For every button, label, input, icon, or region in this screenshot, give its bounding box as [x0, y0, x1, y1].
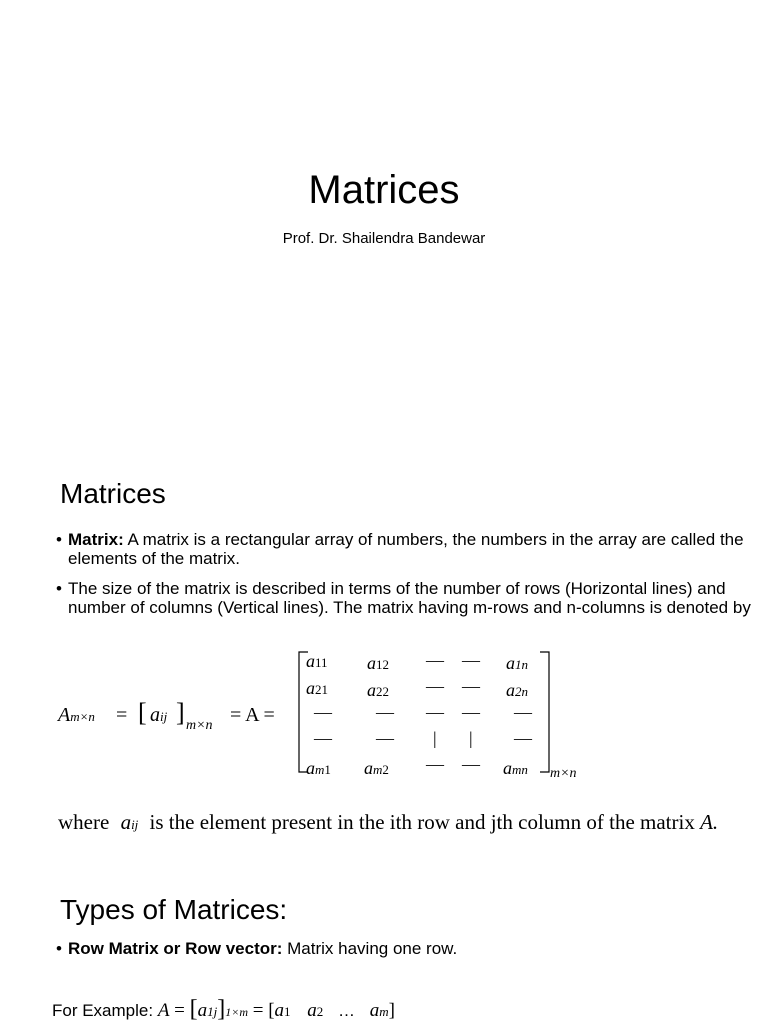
matrix-cell: — — [376, 728, 394, 748]
eq-equals: = — [116, 704, 128, 726]
matrix-cell: a1n — [506, 653, 528, 673]
matrix-cell: | — [433, 728, 437, 748]
matrix-cell: a22 — [367, 680, 389, 700]
matrix-cell: — — [426, 702, 444, 722]
matrix-right-bracket — [538, 650, 552, 774]
matrix-cell: — — [462, 754, 480, 774]
title-slide — [0, 0, 768, 430]
bullet-term: Row Matrix or Row vector: — [68, 939, 283, 958]
content-slide — [0, 460, 768, 1024]
eq-equals-A: = A = — [230, 704, 275, 726]
matrix-cell: — — [314, 702, 332, 722]
bullet-term: Matrix: — [68, 530, 124, 549]
matrix-cell: a2n — [506, 680, 528, 700]
matrix-cell: | — [469, 728, 473, 748]
types-heading: Types of Matrices: — [60, 894, 288, 925]
bullet-dot: • — [56, 530, 62, 549]
matrix-cell: — — [314, 728, 332, 748]
matrix-cell: — — [514, 702, 532, 722]
matrix-cell: a12 — [367, 653, 389, 673]
bullet-dot: • — [56, 579, 62, 598]
matrix-cell: a21 — [306, 678, 328, 698]
matrix-cell: am2 — [364, 758, 389, 778]
bullet-row-matrix — [56, 939, 756, 958]
right-bracket: ] — [176, 698, 185, 727]
matrix-cell: — — [426, 676, 444, 696]
example-label: For Example: — [52, 1001, 158, 1020]
example-line: For Example: A = [a1j]1×m = [a1 a2 … am] — [52, 996, 395, 1022]
eq-lhs: Am×n — [58, 704, 95, 726]
eq-aij: aij — [150, 704, 168, 726]
bullet-dot: • — [56, 939, 62, 958]
section-heading: Matrices — [60, 478, 166, 509]
matrix-cell: — — [514, 728, 532, 748]
matrix-cell: a11 — [306, 651, 328, 671]
slide-subtitle: Prof. Dr. Shailendra Bandewar — [282, 230, 486, 247]
matrix-cell: — — [376, 702, 394, 722]
eq-outer-sub: m×n — [186, 718, 213, 733]
matrix-cell: — — [462, 702, 480, 722]
matrix-size-sub: m×n — [550, 766, 577, 781]
bullet-text: Matrix having one row. — [282, 939, 458, 958]
bullet-text: The size of the matrix is described in terms of the number of rows (Horizontal lines) and number of columns (Vertical lines). The matrix having m-rows and n-columns is denoted by — [68, 579, 751, 617]
bullet-matrix-size — [56, 579, 756, 617]
matrix-cell: — — [462, 650, 480, 670]
matrix-cell: — — [426, 754, 444, 774]
matrix-cell: — — [426, 650, 444, 670]
bullet-text: A matrix is a rectangular array of numbers, the numbers in the array are called the elements of the matrix. — [68, 530, 744, 568]
matrix-cell: — — [462, 676, 480, 696]
matrix-cell: am1 — [306, 758, 331, 778]
matrix-cell: amn — [503, 758, 528, 778]
element-description: where aij is the element present in the ith row and jth column of the matrix A. — [58, 810, 719, 834]
bullet-matrix-definition — [56, 530, 756, 568]
slide-title: Matrices — [308, 168, 460, 212]
left-bracket: [ — [138, 698, 147, 727]
